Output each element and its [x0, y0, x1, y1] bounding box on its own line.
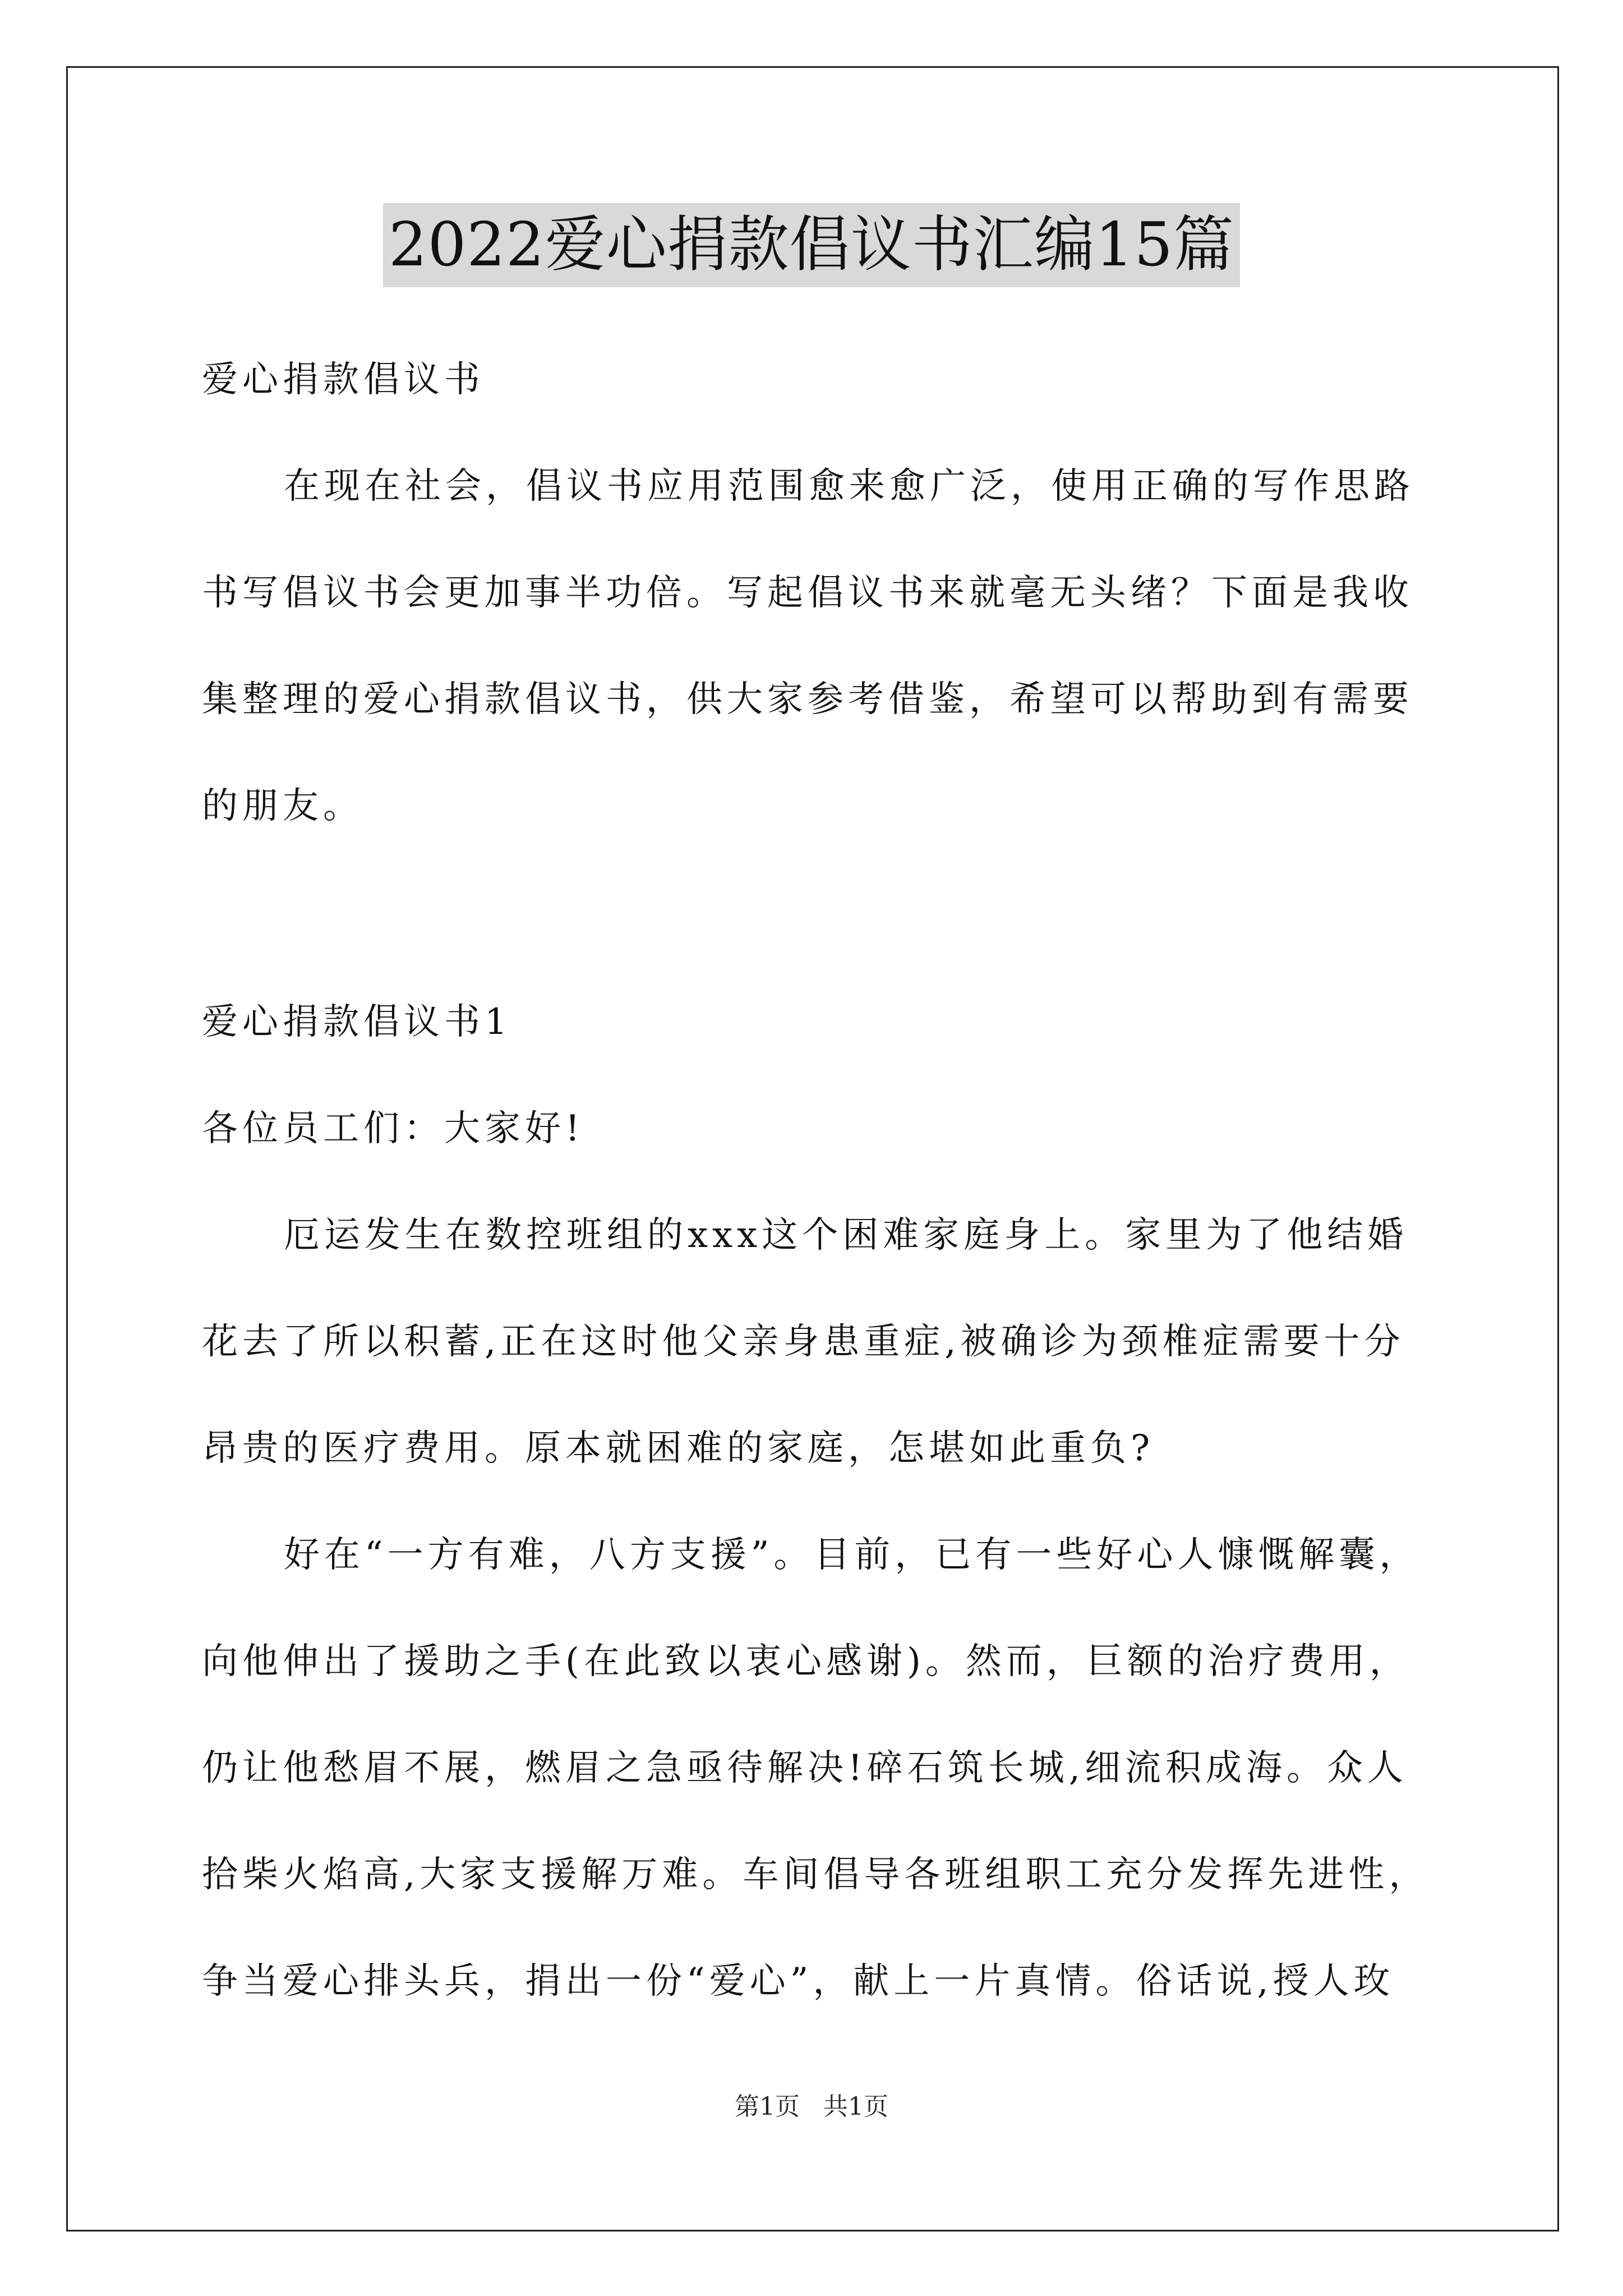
page-footer: 第1页 共1页: [735, 2092, 888, 2121]
intro-line-4: 的朋友。: [202, 785, 363, 827]
para1-line-2: 花去了所以积蓄,正在这时他父亲身患重症,被确诊为颈椎症需要十分: [202, 1321, 1405, 1363]
intro-line-1: 在现在社会，倡议书应用范围愈来愈广泛，使用正确的写作思路: [284, 466, 1414, 507]
para2-line-5: 争当爱心排头兵，捐出一份“爱心”，献上一片真情。俗话说,授人玫: [202, 1961, 1394, 2002]
para1-line-3: 昂贵的医疗费用。原本就困难的家庭，怎堪如此重负?: [202, 1428, 1155, 1469]
intro-line-3: 集整理的爱心捐款倡议书，供大家参考借鉴，希望可以帮助到有需要: [202, 679, 1413, 720]
para2-line-2: 向他伸出了援助之手(在此致以衷心感谢)。然而，巨额的治疗费用，: [202, 1641, 1410, 1682]
document-title-text: 2022爱心捐款倡议书汇编15篇: [383, 203, 1240, 287]
document-title: [0, 203, 1623, 287]
para2-line-1: 好在“一方有难，八方支援”。目前，已有一些好心人慷慨解囊，: [284, 1534, 1420, 1576]
intro-heading: 爱心捐款倡议书: [202, 359, 485, 401]
section-heading-1: 爱心捐款倡议书1: [202, 1001, 512, 1043]
para1-line-1: 厄运发生在数控班组的xxx这个困难家庭身上。家里为了他结婚: [284, 1214, 1408, 1256]
para2-line-3: 仍让他愁眉不展，燃眉之急亟待解决!碎石筑长城,细流积成海。众人: [202, 1747, 1408, 1789]
para2-line-4: 拾柴火焰高,大家支援解万难。车间倡导各班组职工充分发挥先进性，: [202, 1854, 1430, 1895]
intro-line-2: 书写倡议书会更加事半功倍。写起倡议书来就毫无头绪？下面是我收: [202, 572, 1413, 614]
greeting: 各位员工们：大家好!: [202, 1108, 584, 1149]
